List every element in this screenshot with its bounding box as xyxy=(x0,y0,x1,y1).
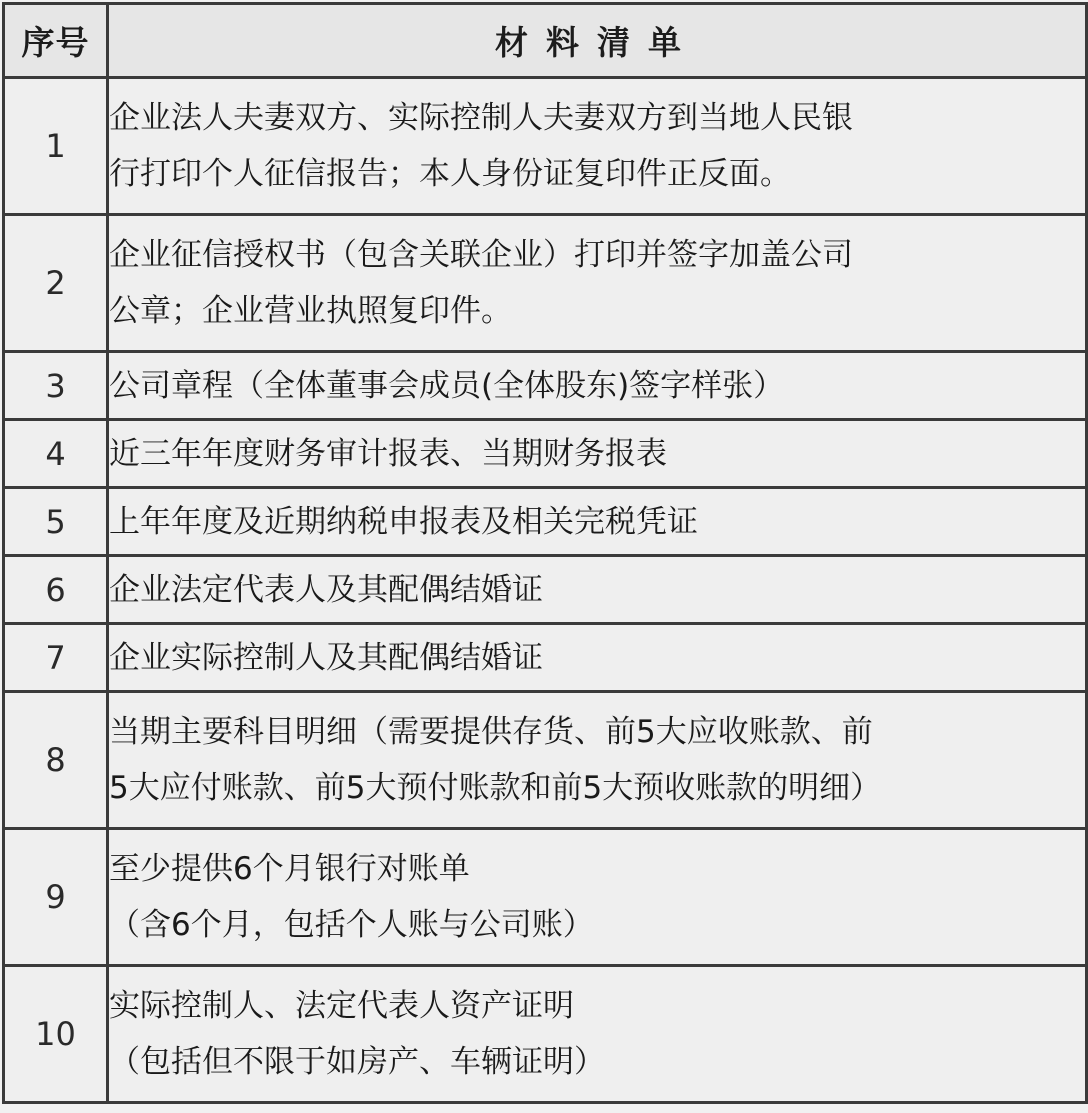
row-number: 6 xyxy=(4,556,108,624)
table-row xyxy=(4,488,1087,556)
table-body xyxy=(4,78,1087,1103)
material-text-line: 公章；企业营业执照复印件。 xyxy=(109,293,512,329)
row-number: 3 xyxy=(4,352,108,420)
material-text-line: 企业征信授权书（包含关联企业）打印并签字加盖公司 xyxy=(109,237,853,273)
material-text-line: 近三年年度财务审计报表、当期财务报表 xyxy=(109,435,667,472)
table-row xyxy=(4,352,1087,420)
materials-table xyxy=(2,2,1088,1104)
row-number: 10 xyxy=(4,966,108,1103)
table-row xyxy=(4,78,1087,215)
row-material xyxy=(108,215,1087,352)
material-text-line: 行打印个人征信报告；本人身份证复印件正反面。 xyxy=(109,156,791,192)
row-number: 2 xyxy=(4,215,108,352)
row-number: 7 xyxy=(4,624,108,692)
table-row xyxy=(4,624,1087,692)
row-number: 4 xyxy=(4,420,108,488)
material-text-line: 实际控制人、法定代表人资产证明 xyxy=(109,988,574,1024)
row-number: 9 xyxy=(4,829,108,966)
table-row xyxy=(4,692,1087,829)
row-number: 5 xyxy=(4,488,108,556)
material-text-line: 当期主要科目明细（需要提供存货、前5大应收账款、前 xyxy=(109,714,873,750)
table-row xyxy=(4,556,1087,624)
row-material xyxy=(108,692,1087,829)
row-material xyxy=(108,966,1087,1103)
header-no: 序号 xyxy=(4,4,108,78)
material-text-line: 企业法定代表人及其配偶结婚证 xyxy=(109,571,543,608)
table-row xyxy=(4,966,1087,1103)
table-row xyxy=(4,215,1087,352)
row-material xyxy=(108,352,1087,420)
row-material xyxy=(108,488,1087,556)
row-number: 8 xyxy=(4,692,108,829)
material-text-line: 企业法人夫妻双方、实际控制人夫妻双方到当地人民银 xyxy=(109,100,853,136)
material-text-line: 5大应付账款、前5大预付账款和前5大预收账款的明细） xyxy=(109,770,882,806)
material-text-line: 企业实际控制人及其配偶结婚证 xyxy=(109,639,543,676)
table-row xyxy=(4,829,1087,966)
row-number: 1 xyxy=(4,78,108,215)
row-material xyxy=(108,829,1087,966)
material-text-line: （含6个月，包括个人账与公司账） xyxy=(109,907,594,943)
material-text-line: 公司章程（全体董事会成员(全体股东)签字样张） xyxy=(109,367,785,404)
row-material xyxy=(108,624,1087,692)
material-text-line: （包括但不限于如房产、车辆证明） xyxy=(109,1044,605,1080)
table-header-row xyxy=(4,4,1087,78)
header-title: 材料清单 xyxy=(108,4,1087,78)
row-material xyxy=(108,556,1087,624)
row-material xyxy=(108,420,1087,488)
row-material xyxy=(108,78,1087,215)
material-text-line: 上年年度及近期纳税申报表及相关完税凭证 xyxy=(109,503,698,540)
material-text-line: 至少提供6个月银行对账单 xyxy=(109,851,470,887)
table-row xyxy=(4,420,1087,488)
